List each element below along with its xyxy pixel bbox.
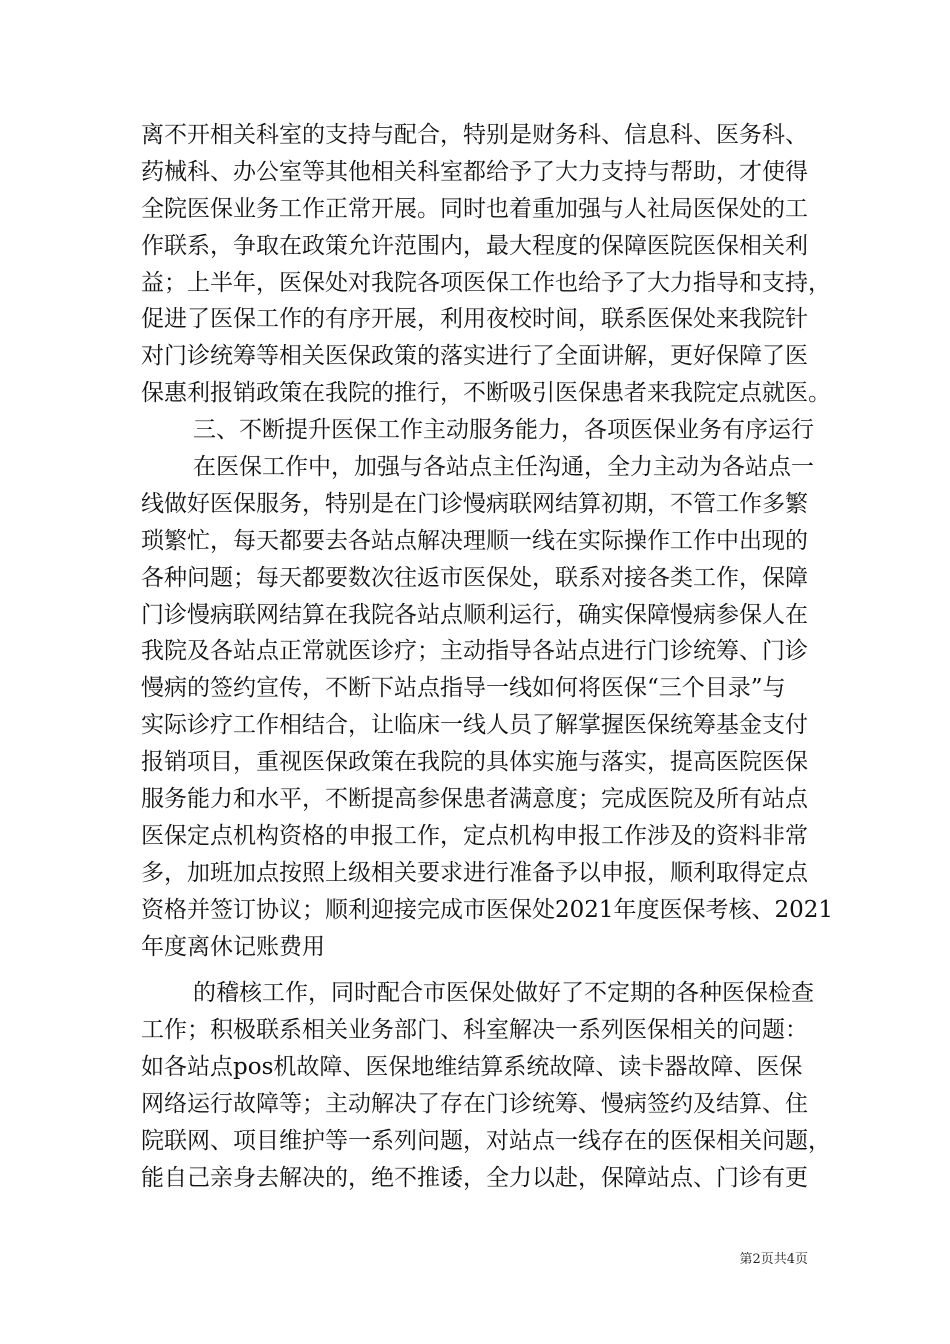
text-line: 对门诊统筹等相关医保政策的落实进行了全面讲解，更好保障了医 [141, 343, 808, 370]
text-line: 慢病的签约宣传，不断下站点指导一线如何将医保“三个目录”与 [141, 675, 786, 702]
text-line: 全院医保业务工作正常开展。同时也着重加强与人社局医保处的工 [141, 195, 808, 222]
body-text [141, 117, 834, 1197]
text-line: 工作；积极联系相关业务部门、科室解决一系列医保相关的问题： [141, 1017, 808, 1044]
text-line: 各种问题；每天都要数次往返市医保处，联系对接各类工作，保障 [141, 564, 808, 591]
page-number: 第2页共4页 [739, 1252, 808, 1267]
text-line: 门诊慢病联网结算在我院各站点顺利运行，确实保障慢病参保人在 [141, 601, 808, 628]
text-line: 网络运行故障等；主动解决了存在门诊统筹、慢病签约及结算、住 [141, 1091, 808, 1118]
text-line: 的稽核工作，同时配合市医保处做好了不定期的各种医保检查 [193, 980, 814, 1007]
text-line: 资格并签订协议；顺利迎接完成市医保处2021年度医保考核、2021 [141, 896, 834, 923]
text-line: 能自己亲身去解决的，绝不推诿，全力以赴，保障站点、门诊有更 [141, 1164, 808, 1191]
text-line: 实际诊疗工作相结合，让临床一线人员了解掌握医保统筹基金支付 [141, 712, 808, 739]
text-line: 离不开相关科室的支持与配合，特别是财务科、信息科、医务科、 [141, 122, 808, 148]
text-line: 报销项目，重视医保政策在我院的具体实施与落实，提高医院医保 [141, 749, 808, 776]
text-line: 我院及各站点正常就医诊疗；主动指导各站点进行门诊统筹、门诊 [141, 638, 808, 665]
text-line: 多，加班加点按照上级相关要求进行准备予以申报，顺利取得定点 [141, 859, 808, 886]
section-heading: 三、不断提升医保工作主动服务能力，各项医保业务有序运行 [193, 417, 814, 444]
text-line: 在医保工作中，加强与各站点主任沟通，全力主动为各站点一 [193, 454, 814, 481]
paragraph-gap [141, 965, 821, 975]
text-line: 年度离休记账费用 [141, 933, 325, 960]
text-line: 线做好医保服务，特别是在门诊慢病联网结算初期，不管工作多繁 [141, 490, 808, 517]
text-line: 促进了医保工作的有序开展，利用夜校时间，联系医保处来我院针 [141, 306, 808, 333]
text-line: 院联网、项目维护等一系列问题，对站点一线存在的医保相关问题， [141, 1128, 831, 1155]
text-line: 如各站点pos机故障、医保地维结算系统故障、读卡器故障、医保 [141, 1054, 803, 1081]
text-line: 药械科、办公室等其他相关科室都给予了大力支持与帮助，才使得 [141, 158, 808, 185]
text-line: 医保定点机构资格的申报工作，定点机构申报工作涉及的资料非常 [141, 822, 808, 849]
text-line: 琐繁忙，每天都要去各站点解决理顺一线在实际操作工作中出现的 [141, 527, 808, 554]
text-line: 服务能力和水平，不断提高参保患者满意度；完成医院及所有站点 [141, 786, 808, 813]
text-line: 益；上半年，医保处对我院各项医保工作也给予了大力指导和支持， [141, 269, 831, 296]
text-line: 保惠利报销政策在我院的推行，不断吸引医保患者来我院定点就医。 [141, 380, 831, 407]
text-line: 作联系，争取在政策允许范围内，最大程度的保障医院医保相关利 [141, 232, 808, 259]
